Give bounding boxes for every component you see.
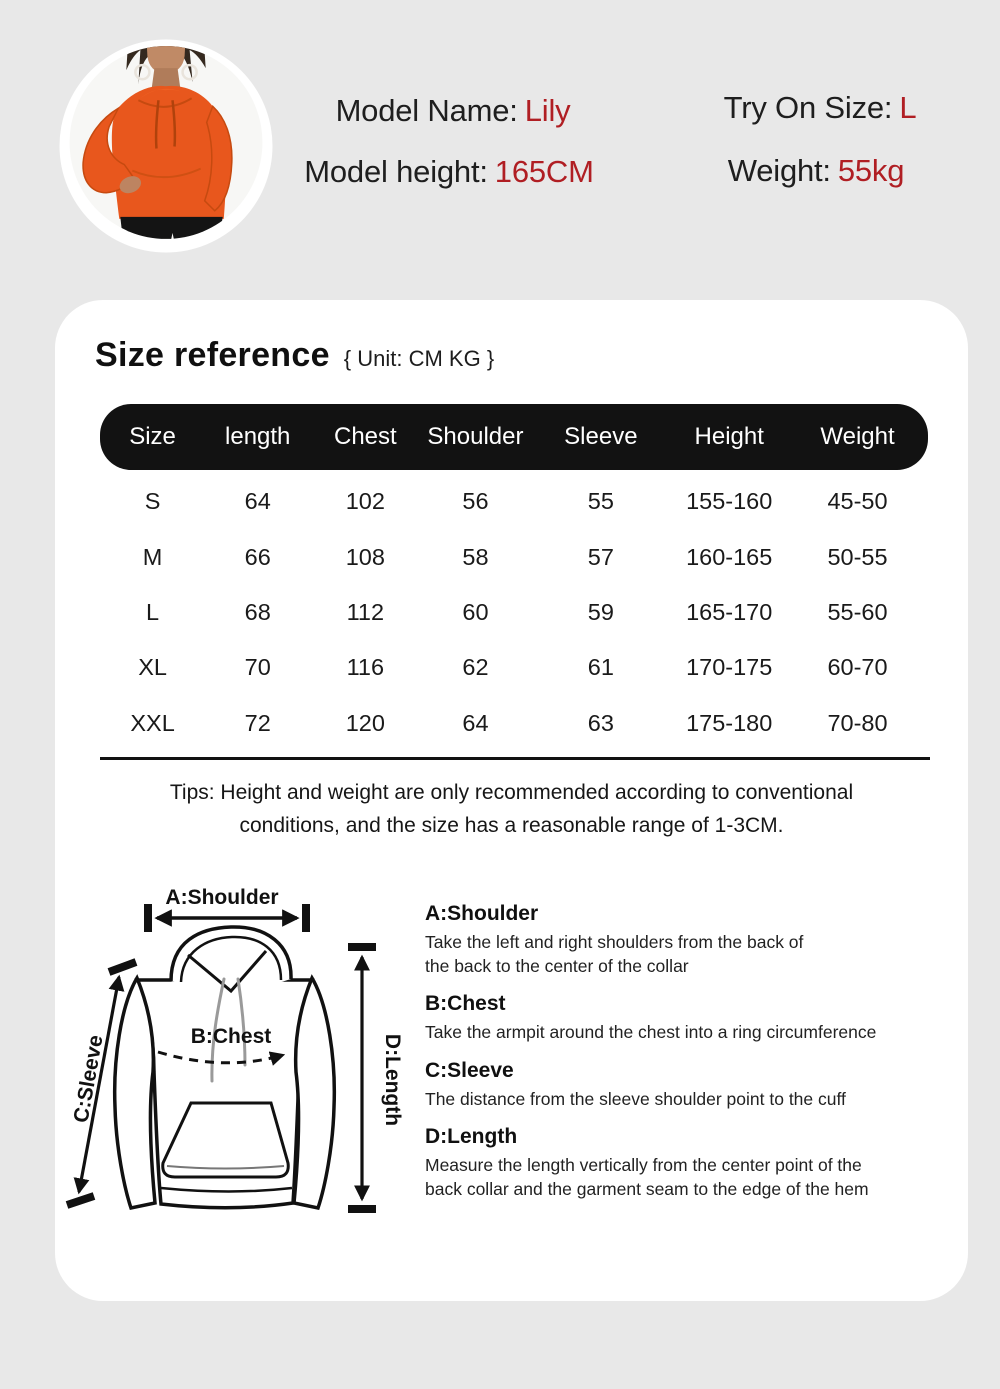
table-cell: 68 — [244, 598, 271, 625]
table-cell: 50-55 — [827, 543, 888, 570]
info-value: 55kg — [837, 153, 905, 188]
length-arrow — [348, 947, 376, 1209]
diagram-label-length: D:Length — [381, 1033, 404, 1127]
table-cell: M — [142, 543, 163, 570]
table-cell: 60-70 — [827, 654, 888, 681]
model-photo-illustration — [58, 38, 274, 254]
guide-line: Measure the length vertically from the center point of the — [425, 1155, 862, 1175]
table-cell: 70-80 — [827, 709, 888, 736]
table-cell: 55-60 — [827, 598, 888, 625]
hoodie-sleeve-right — [294, 978, 334, 1208]
table-row — [100, 696, 928, 751]
info-label: Model Name: — [335, 93, 518, 128]
table-cell: 64 — [244, 488, 271, 515]
size-table-body — [100, 474, 928, 751]
table-cell: S — [144, 488, 161, 515]
guide-title: D:Length — [425, 1125, 518, 1148]
diagram-label-chest: B:Chest — [190, 1025, 272, 1048]
table-cell: 55 — [587, 488, 614, 515]
table-cell: 64 — [462, 709, 489, 736]
info-label: Weight: — [727, 153, 831, 188]
table-cell: 61 — [587, 654, 614, 681]
table-cell: 108 — [345, 543, 385, 570]
column-header: Weight — [820, 423, 895, 450]
table-row — [100, 585, 928, 640]
table-cell: 175-180 — [686, 709, 773, 736]
guide-line: Take the armpit around the chest into a ring circumference — [425, 1022, 877, 1042]
table-cell: 102 — [345, 488, 385, 515]
hoodie-sleeve-left — [115, 978, 155, 1208]
table-cell: XXL — [130, 709, 175, 736]
measure-guide — [425, 902, 980, 1201]
table-cell: 62 — [462, 654, 489, 681]
guide-title: B:Chest — [425, 992, 506, 1015]
size-table-header — [100, 404, 928, 470]
table-cell: 170-175 — [686, 654, 773, 681]
size-reference-header — [95, 336, 494, 375]
table-cell: 155-160 — [686, 488, 773, 515]
table-cell: 70 — [244, 654, 271, 681]
diagram-label-shoulder: A:Shoulder — [165, 886, 279, 909]
table-cell: 60 — [462, 598, 489, 625]
guide-line: Take the left and right shoulders from the back of — [425, 932, 804, 952]
table-cell: 165-170 — [686, 598, 773, 625]
diagram-label-sleeve: C:Sleeve — [69, 1033, 108, 1125]
table-cell: L — [146, 598, 160, 625]
table-cell: 120 — [345, 709, 385, 736]
tips-line: conditions, and the size has a reasonable range of 1-3CM. — [239, 814, 784, 837]
table-row — [100, 529, 928, 584]
info-item — [304, 154, 593, 190]
guide-line: back collar and the garment seam to the edge of the hem — [425, 1178, 869, 1199]
table-cell: 56 — [462, 488, 489, 515]
table-row — [100, 474, 928, 529]
table-cell: 57 — [587, 543, 614, 570]
column-header: length — [225, 423, 291, 450]
table-cell: 112 — [346, 598, 385, 625]
table-cell: 160-165 — [686, 543, 773, 570]
table-cell: 59 — [587, 598, 614, 625]
column-header: Size — [129, 423, 176, 450]
info-item — [724, 90, 917, 126]
unit-note: { Unit: CM KG } — [343, 346, 495, 371]
column-header: Sleeve — [564, 423, 638, 450]
guide-title: A:Shoulder — [425, 902, 539, 925]
table-cell: 66 — [244, 543, 271, 570]
table-cell: 72 — [244, 709, 271, 736]
table-cell: XL — [138, 654, 167, 681]
info-value: 165CM — [494, 154, 594, 189]
table-divider — [100, 757, 930, 760]
column-header: Shoulder — [427, 423, 524, 450]
table-row — [100, 640, 928, 695]
table-cell: 63 — [587, 709, 614, 736]
guide-line: The distance from the sleeve shoulder point to the cuff — [425, 1088, 846, 1109]
page-title: Size reference — [95, 336, 330, 374]
info-label: Model height: — [304, 154, 488, 189]
guide-title: C:Sleeve — [425, 1058, 514, 1082]
table-cell: 45-50 — [827, 488, 888, 515]
info-label: Try On Size: — [723, 90, 893, 125]
tips-line: Tips: Height and weight are only recommended according to conventional — [169, 781, 854, 804]
table-cell: 58 — [462, 543, 489, 570]
model-photo — [58, 38, 274, 254]
column-header: Height — [694, 423, 764, 450]
tips-text — [55, 776, 968, 842]
table-cell: 116 — [346, 654, 385, 681]
info-item — [728, 153, 905, 189]
measurement-diagram — [45, 875, 427, 1227]
column-header: Chest — [333, 423, 397, 450]
info-value: L — [899, 90, 917, 125]
guide-line: the back to the center of the collar — [425, 955, 689, 976]
info-value: Lily — [524, 93, 571, 128]
info-item — [336, 93, 571, 129]
